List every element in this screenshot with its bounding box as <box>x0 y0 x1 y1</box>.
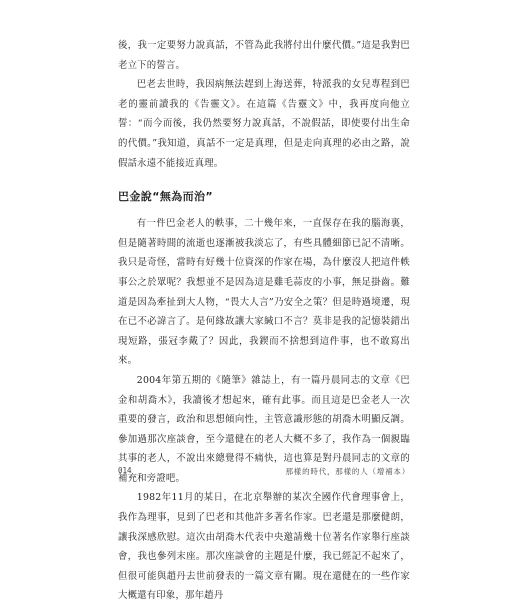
paragraph-anecdote: 有一件巴金老人的軼事，二十幾年來，一直保存在我的腦海裏，但是隨著時間的流逝也逐漸被我淡忘了，有些具體細節已記不清晰。我只是奇怪，當時有好幾十位資深的作家在場，為什麼沒人把這件軼事公之於眾呢？我想並不是因為這是雞毛蒜皮的小事，無足掛齒。難道是因為牽扯到大人物，“畏大人言”乃安全之策？但是時過境遷，現在已不必諱言了。是何緣故讓大家緘口不言？莫非是我的記憶裝錯出現短路，張冠李戴了？因此，我鍥而不捨想到這件事，也不敢寫出來。 <box>118 218 410 367</box>
paragraph-funeral: 巴老去世時，我因病無法趕到上海送葬，特派我的女兒專程到巴老的靈前讀我的《告靈文》。在這篇《告靈文》中，我再度向他立誓：“而今而後，我仍然要努力說真話，不說假話，即使要付出生命的代價。”我知道，真話不一定是真理，但是走向真理的必由之路，說假話永遠不能接近真理。 <box>118 79 410 169</box>
body-text <box>118 36 410 606</box>
section-heading: 巴金說“無為而治” <box>118 190 214 204</box>
running-title: 那樣的時代，那樣的人（增補本） <box>285 467 410 476</box>
paragraph-meeting-1982: 1982年11月的某日，在北京舉辦的某次全國作代會理事會上，我作為理事，見到了巴老和其他許多著名作家。巴老還是那麼健朗，讓我深感欣慰。這次由胡喬木代表中央邀請幾十位著名作家舉行座談會，我也參列末座。那次座談會的主題是什麼，我已經記不起來了，但很可能與趙丹去世前發表的一篇文章有關。現在還健在的一些作家大概還有印象，那年趙丹 <box>118 492 410 602</box>
paragraph-essay-2004: 2004年第五期的《隨筆》雜誌上，有一篇丹晨同志的文章《巴金和胡喬木》，我讀後才想起來，確有此事。而且這是巴金老人一次重要的發言，政治和思想傾向性，主管意識形態的胡喬木明顯反調。參加過那次座談會，至今還健在的老人大概不多了，我作為一個親臨其事的老人，不說出來總覺得不痛快，這也算是對丹晨同志的文章的補充和旁證吧。 <box>118 374 410 484</box>
page-number: 014 <box>118 466 132 475</box>
paragraph-oath-end: 後，我一定要努力說真話，不管為此我將付出什麼代價。”這是我對巴老立下的誓言。 <box>118 40 410 71</box>
